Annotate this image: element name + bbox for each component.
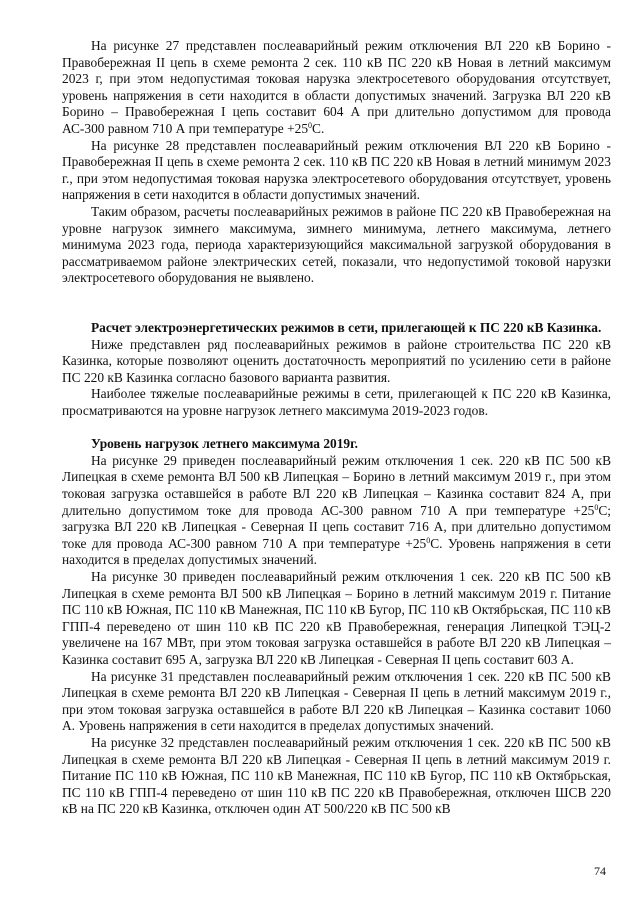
document-page — [62, 38, 611, 818]
paragraph-figure-32: На рисунке 32 представлен послеаварийный режим отключения 1 сек. 220 кВ ПС 500 кВ Липецкая в схеме ремонта ВЛ 220 кВ Липецкая - Северная II цепь в летний максимум 2019 г. Питание ПС 110 кВ Южная, ПС 110 кВ Манежная, ПС 110 кВ Бугор, ПС 110 кВ Октябрьская, ПС 110 кВ ГПП-4 переведено от шин 110 кВ ПС 220 кВ Правобережная, отключен ШСВ 220 кВ на ПС 220 кВ Казинка, отключен один АТ 500/220 кВ ПС 500 кВ — [62, 734, 611, 817]
paragraph-conclusion: Таким образом, расчеты послеаварийных режимов в районе ПС 220 кВ Правобережная на уровне нагрузок зимнего максимума, зимнего минимума, летнего максимума, летнего минимума 2023 года, периода характеризующийся максимальной загрузкой оборудования в рассматриваемом районе электрических сетей, показали, что недопустимой токовой нарузки электросетевого оборудования не выявлено. — [62, 203, 611, 286]
section-heading-summer-2019: Уровень нагрузок летнего максимума 2019г. — [91, 436, 359, 452]
paragraph-intro-kazinka: Ниже представлен ряд послеаварийных режимов в районе строительства ПС 220 кВ Казинка, которые позволяют оценить достаточность мероприятий по усилению сети в районе ПС 220 кВ Казинка согласно базового варианта развития. — [62, 336, 611, 385]
paragraph-heavy-modes: Наиболее тяжелые послеаварийные режимы в сети, прилегающей к ПС 220 кВ Казинка, просматриваются на уровне нагрузок летнего максимума 2019-2023 годов. — [62, 386, 611, 419]
paragraph-figure-30: На рисунке 30 приведен послеаварийный режим отключения 1 сек. 220 кВ ПС 500 кВ Липецкая в схеме ремонта ВЛ 500 кВ Липецкая – Борино в летний максимум 2019 г. Питание ПС 110 кВ Южная, ПС 110 кВ Манежная, ПС 110 кВ Бугор, ПС 110 кВ Октябрьская, ПС 110 кВ ГПП-4 переведено от шин 110 кВ ПС 220 кВ Правобережная, генерация Липецкой ТЭЦ-2 увеличене на 167 МВт, при этом токовая загрузка оставшейся в работе ВЛ 220 кВ Липецкая – Казинка составит 695 А, загрузка ВЛ 220 кВ Липецкая - Северная II цепь составит 603 А. — [62, 569, 611, 667]
paragraph-figure-31: На рисунке 31 представлен послеаварийный режим отключения 1 сек. 220 кВ ПС 500 кВ Липецкая в схеме ремонта ВЛ 220 кВ Липецкая - Северная II цепь в летний максимум 2019 г., при этом токовая загрузка оставшейся в работе ВЛ 220 кВ Липецкая – Казинка составит 1060 А. Уровень напряжения в сети находится в пределах допустимых значений. — [62, 668, 611, 734]
page-number: 74 — [594, 864, 606, 878]
paragraph-figure-28: На рисунке 28 представлен послеаварийный режим отключения ВЛ 220 кВ Борино - Правобережная II цепь в схеме ремонта 2 сек. 110 кВ ПС 220 кВ Новая в летний минимум 2023 г., при этом недопустимая токовая нарузка электросетевого оборудования отсутствует, уровень напряжения в сети находится в области допустимых значений. — [62, 137, 611, 203]
paragraph-figure-29: На рисунке 29 приведен послеаварийный режим отключения 1 сек. 220 кВ ПС 500 кВ Липецкая в схеме ремонта ВЛ 500 кВ Липецкая – Борино в летний максимум 2019 г., при этом токовая загрузка оставшейся в работе ВЛ 220 кВ Липецкая – Казинка составит 824 А, при длительно допустимом токе для провода АС-300 равном 710 А при температуре $+25^0С$; загрузка ВЛ 220 кВ Липецкая - Северная II цепь составит 716 А, при длительно допустимом токе для провода АС-300 равном 710 А при температуре $+25^0С$. Уровень напряжения в сети находится в пределах допустимых значений. — [62, 452, 611, 568]
paragraph-figure-27: На рисунке 27 представлен послеаварийный режим отключения ВЛ 220 кВ Борино - Правобережная II цепь в схеме ремонта 2 сек. 110 кВ ПС 220 кВ Новая в летний максимум 2023 г, при этом недопустимая токовая нарузка электросетевого оборудования отсутствует, уровень напряжения в сети находится в области допустимых значений. Загрузка ВЛ 220 кВ Борино – Правобережная I цепь составит 604 А при длительно допустимом для провода АС-300 равном 710 А при температуре $+25^0С$. — [62, 38, 611, 136]
section-heading-kazinka: Расчет электроэнергетических режимов в сети, прилегающей к ПС 220 кВ Казинка. — [91, 320, 602, 336]
